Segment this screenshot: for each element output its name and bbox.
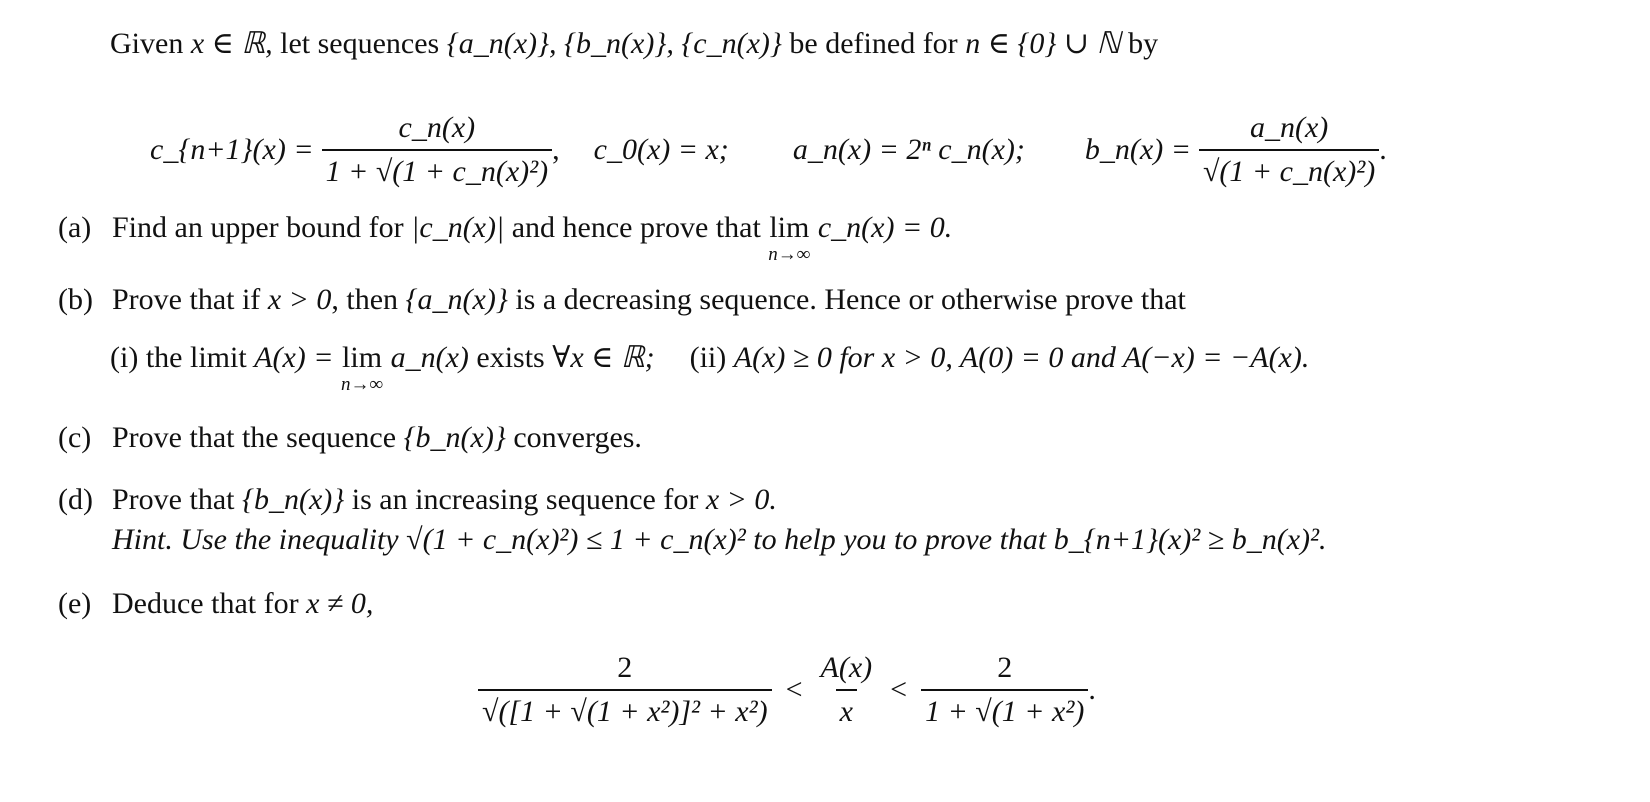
part-d-hint-line [112, 522, 1327, 558]
part-d-text1: Prove that [112, 483, 235, 516]
ineq-mid-fraction [817, 650, 877, 730]
part-e-inequality [478, 640, 1096, 740]
part-b-label: (b) [58, 283, 93, 316]
intro-be-defined: be defined for [789, 27, 958, 60]
def-an: a_n(x) = 2ⁿ c_n(x); [792, 133, 1025, 166]
def-c0: c_0(x) = x; [593, 133, 729, 166]
ineq-left-numerator: 2 [617, 651, 633, 684]
period-1: . [1379, 133, 1387, 166]
part-b-seq: {a_n(x)} [405, 283, 508, 316]
part-b-ii-text: A(x) ≥ 0 for x > 0, A(0) = 0 and A(−x) = −A(x). [733, 341, 1310, 374]
part-d-text2: is an increasing sequence for [351, 483, 699, 516]
ineq-mid-denominator: x [836, 689, 857, 730]
part-b-lim-under: n→∞ [341, 374, 384, 395]
def-c-next-lhs: c_{n+1}(x) = [150, 133, 314, 166]
ineq-left-denominator: √([1 + √(1 + x²)]² + x²) [478, 689, 772, 730]
def-bn-denominator: √(1 + c_n(x)²) [1199, 149, 1379, 190]
part-d-seq: {b_n(x)} [241, 483, 345, 516]
intro-sequences: {a_n(x)}, {b_n(x)}, {c_n(x)} [446, 27, 782, 60]
def-c-next-denominator: 1 + √(1 + c_n(x)²) [322, 149, 553, 190]
part-b-i-label: (i) [110, 341, 139, 374]
part-e-label: (e) [58, 587, 92, 620]
part-d-label: (d) [58, 483, 93, 516]
part-c-seq: {b_n(x)} [403, 421, 506, 454]
hint-lead: Hint. [112, 523, 173, 556]
def-bn-fraction [1199, 110, 1379, 190]
part-e-text1: Deduce that for [112, 587, 299, 620]
hint-goal: b_{n+1}(x)² ≥ b_n(x)². [1053, 523, 1327, 556]
part-a-lim-expr: c_n(x) = 0. [817, 211, 953, 244]
def-c-next-fraction [322, 110, 553, 190]
part-b-text1: Prove that if [112, 283, 261, 316]
def-bn-numerator: a_n(x) [1249, 111, 1329, 144]
part-c-text2: converges. [513, 421, 642, 454]
part-a-lim-under: n→∞ [768, 244, 811, 265]
definitions-line [150, 112, 1387, 188]
part-b-i-a: A(x) = [254, 341, 334, 374]
ineq-right-numerator: 2 [997, 651, 1013, 684]
intro-by: by [1128, 27, 1159, 60]
part-b-cond: x > 0 [267, 283, 332, 316]
intro-n-set: n ∈ {0} ∪ ℕ [965, 27, 1121, 60]
ineq-mid-numerator: A(x) [820, 651, 873, 684]
part-b-limit [341, 340, 383, 394]
part-a-limit [768, 210, 810, 264]
part-a-text1: Find an upper bound for [112, 211, 404, 244]
intro-let-sequences: let sequences [280, 27, 440, 60]
ineq-lt-1: < [785, 673, 803, 706]
def-c-next-numerator: c_n(x) [398, 111, 476, 144]
part-e-cond: x ≠ 0, [306, 587, 374, 620]
ineq-right-fraction [921, 650, 1088, 730]
part-b-lim-word: lim [342, 341, 383, 374]
comma-1: , [552, 133, 560, 166]
def-bn-lhs: b_n(x) = [1084, 133, 1191, 166]
part-c-text1: Prove that the sequence [112, 421, 397, 454]
part-d-cond: x > 0. [705, 483, 777, 516]
intro-line [110, 26, 1158, 62]
part-a-abs: |c_n(x)| [411, 211, 505, 244]
part-a-lim-word: lim [769, 211, 810, 244]
hint-inequality: √(1 + c_n(x)²) ≤ 1 + c_n(x)² [406, 523, 746, 556]
part-a-label: (a) [58, 211, 92, 244]
ineq-end: . [1088, 673, 1096, 706]
intro-x-in-r: x ∈ ℝ, [190, 27, 273, 60]
intro-given: Given [110, 27, 184, 60]
ineq-right-denominator: 1 + √(1 + x²) [921, 689, 1088, 730]
part-b-i-text1: the limit [145, 341, 247, 374]
hint-text2: to help you to prove that [753, 523, 1047, 556]
part-b-ii-label: (ii) [689, 341, 727, 374]
part-b-i-expr: a_n(x) [390, 341, 469, 374]
part-a-text2: and hence prove that [511, 211, 761, 244]
part-c-label: (c) [58, 421, 92, 454]
part-b-text2: , then [331, 283, 399, 316]
ineq-lt-2: < [890, 673, 908, 706]
ineq-left-fraction [478, 650, 772, 730]
hint-text1: Use the inequality [180, 523, 399, 556]
part-b-i-forall: ∀x ∈ ℝ; [552, 341, 655, 374]
part-b-i-text2: exists [476, 341, 545, 374]
part-b-sub-line [110, 340, 1309, 394]
part-b-text3: is a decreasing sequence. Hence or otherwise prove that [515, 283, 1186, 316]
